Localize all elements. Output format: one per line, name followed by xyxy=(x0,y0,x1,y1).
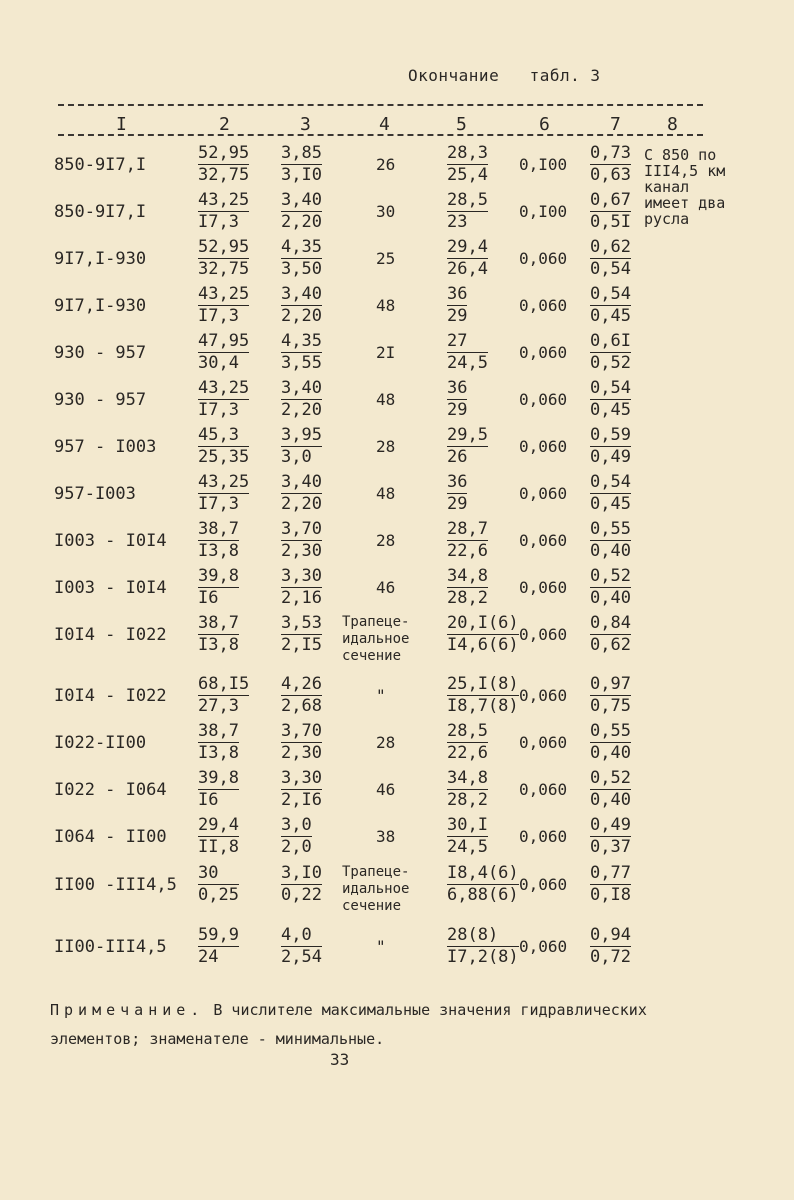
denominator: 3,0 xyxy=(281,447,312,467)
numerator: 0,54 xyxy=(590,472,631,492)
fraction-cell xyxy=(590,473,631,514)
numerator: 3,40 xyxy=(281,472,322,492)
denominator: 26,4 xyxy=(447,259,488,279)
fraction-cell xyxy=(198,567,239,608)
numerator: 0,59 xyxy=(590,425,631,445)
table-row xyxy=(0,926,794,972)
denominator: I7,3 xyxy=(198,494,239,514)
numerator: 3,40 xyxy=(281,378,322,398)
fraction-cell xyxy=(281,285,322,326)
numerator: 3,95 xyxy=(281,425,322,445)
denominator: 29 xyxy=(447,494,468,514)
numerator: 43,25 xyxy=(198,284,250,304)
denominator: I3,8 xyxy=(198,635,239,655)
segment-range-cell: 930 - 957 xyxy=(54,390,147,410)
denominator: 24 xyxy=(198,947,219,967)
column-8-note: С 850 по III4,5 км канал имеет два русла xyxy=(644,146,726,228)
column-6-cell: 0,060 xyxy=(519,733,568,752)
denominator: 28,2 xyxy=(447,790,488,810)
denominator: I3,8 xyxy=(198,743,239,763)
segment-range-cell: II00-III4,5 xyxy=(54,937,167,957)
header-col-1: I xyxy=(116,114,127,135)
numerator: 3,53 xyxy=(281,613,322,633)
denominator: 0,45 xyxy=(590,400,631,420)
fraction-cell xyxy=(198,520,239,561)
denominator: I7,3 xyxy=(198,212,239,232)
denominator: 2,54 xyxy=(281,947,322,967)
column-4-cell: 38 xyxy=(376,827,396,846)
fraction-cell xyxy=(281,926,322,967)
fraction-cell xyxy=(590,144,631,185)
table-row xyxy=(0,473,794,519)
denominator: 0,I8 xyxy=(590,885,631,905)
segment-range-cell: I0I4 - I022 xyxy=(54,625,167,645)
header-col-7: 7 xyxy=(610,114,621,135)
fraction-cell xyxy=(281,722,322,763)
numerator: 0,77 xyxy=(590,863,631,883)
numerator: 45,3 xyxy=(198,426,249,447)
fraction-cell xyxy=(590,816,631,857)
column-4-cell: 48 xyxy=(376,296,396,315)
numerator: 43,25 xyxy=(198,190,250,210)
column-6-cell: 0,060 xyxy=(519,827,568,846)
denominator: 0,40 xyxy=(590,743,631,763)
fraction-cell xyxy=(281,614,322,655)
fraction-cell xyxy=(447,191,488,232)
fraction-cell xyxy=(447,567,488,608)
denominator: 23 xyxy=(447,212,468,232)
numerator: 47,95 xyxy=(198,331,250,351)
footnote-text: В числителе максимальные значения гидравлических элементов; знаменателе - минимальные. xyxy=(50,1001,647,1048)
numerator: 36 xyxy=(447,284,468,304)
fraction-cell xyxy=(590,520,631,561)
column-4-cell: 46 xyxy=(376,780,396,799)
denominator: 2,I6 xyxy=(281,790,322,810)
fraction-cell xyxy=(590,285,631,326)
fraction-cell xyxy=(281,379,322,420)
fraction-cell xyxy=(198,675,249,716)
footnote-label: Примечание. xyxy=(50,1001,205,1019)
column-4-cell: 2I xyxy=(376,343,396,362)
numerator: 34,8 xyxy=(447,768,488,788)
denominator: 24,5 xyxy=(447,837,488,857)
numerator: 4,35 xyxy=(281,331,322,351)
numerator: 28(8) xyxy=(447,926,519,947)
numerator: 43,25 xyxy=(198,378,250,398)
fraction-cell xyxy=(198,238,249,279)
segment-range-cell: I022-II00 xyxy=(54,733,147,753)
denominator: 32,75 xyxy=(198,259,250,279)
fraction-cell xyxy=(590,379,631,420)
numerator: 28,7 xyxy=(447,519,488,539)
numerator: 30 xyxy=(198,864,239,885)
numerator: 25,I(8) xyxy=(447,674,519,694)
numerator: 0,52 xyxy=(590,768,631,788)
numerator: 3,30 xyxy=(281,566,322,586)
numerator: 27 xyxy=(447,332,488,353)
denominator: I7,3 xyxy=(198,400,239,420)
fraction-cell xyxy=(198,864,239,905)
fraction-cell xyxy=(447,816,488,857)
fraction-cell xyxy=(198,379,249,420)
numerator: 59,9 xyxy=(198,925,239,945)
column-4-cell: 28 xyxy=(376,437,396,456)
fraction-cell xyxy=(447,285,467,326)
fraction-cell xyxy=(281,769,322,810)
denominator: 0,40 xyxy=(590,790,631,810)
fraction-cell xyxy=(198,769,239,810)
column-4-cell: 28 xyxy=(376,733,396,752)
column-4-cell: " xyxy=(376,937,386,956)
denominator: 2,20 xyxy=(281,494,322,514)
denominator: 0,22 xyxy=(281,885,322,905)
fraction-cell xyxy=(281,567,322,608)
fraction-cell xyxy=(447,926,519,967)
header-col-8: 8 xyxy=(667,114,678,135)
segment-range-cell: I022 - I064 xyxy=(54,780,167,800)
numerator: 3,70 xyxy=(281,519,322,539)
denominator: 0,52 xyxy=(590,353,631,373)
numerator: 28,3 xyxy=(447,143,488,163)
segment-range-cell: 9I7,I-930 xyxy=(54,249,147,269)
fraction-cell xyxy=(281,238,322,279)
column-4-cell: 25 xyxy=(376,249,396,268)
numerator: 0,62 xyxy=(590,237,631,257)
column-4-cell: 28 xyxy=(376,531,396,550)
column-4-cell: 26 xyxy=(376,155,396,174)
denominator: I7,2(8) xyxy=(447,947,519,967)
column-6-cell: 0,060 xyxy=(519,686,568,705)
fraction-cell xyxy=(198,426,249,467)
denominator: I3,8 xyxy=(198,541,239,561)
column-6-cell: 0,060 xyxy=(519,531,568,550)
fraction-cell xyxy=(447,144,488,185)
column-6-cell: 0,060 xyxy=(519,296,568,315)
fraction-cell xyxy=(281,864,322,905)
numerator: 3,0 xyxy=(281,815,312,835)
denominator: I6 xyxy=(198,588,219,608)
column-4-cell: " xyxy=(376,686,386,705)
numerator: 36 xyxy=(447,472,468,492)
fraction-cell xyxy=(447,520,488,561)
fraction-cell xyxy=(590,769,631,810)
denominator: 6,88(6) xyxy=(447,885,519,905)
numerator: 3,I0 xyxy=(281,863,322,883)
denominator: 26 xyxy=(447,447,468,467)
fraction-cell xyxy=(447,238,488,279)
section-type-cell: Трапеце- идальное сечение xyxy=(342,614,410,664)
footnote xyxy=(50,996,740,1054)
header-col-4: 4 xyxy=(379,114,390,135)
segment-range-cell: I064 - II00 xyxy=(54,827,167,847)
denominator: 22,6 xyxy=(447,541,488,561)
denominator: 2,68 xyxy=(281,696,322,716)
denominator: 2,20 xyxy=(281,306,322,326)
fraction-cell xyxy=(281,191,322,232)
fraction-cell xyxy=(590,722,631,763)
column-4-cell: 48 xyxy=(376,390,396,409)
numerator: 0,55 xyxy=(590,519,631,539)
numerator: 3,40 xyxy=(281,190,322,210)
table-row xyxy=(0,426,794,472)
fraction-cell xyxy=(590,567,631,608)
numerator: 0,55 xyxy=(590,721,631,741)
table-row xyxy=(0,722,794,768)
numerator: 20,I(6) xyxy=(447,613,519,633)
fraction-cell xyxy=(447,614,519,655)
numerator: 36 xyxy=(447,378,468,398)
column-4-cell: 48 xyxy=(376,484,396,503)
fraction-cell xyxy=(447,426,488,467)
numerator: 29,5 xyxy=(447,425,488,445)
column-6-cell: 0,060 xyxy=(519,249,568,268)
table-row xyxy=(0,769,794,815)
denominator: 2,30 xyxy=(281,743,322,763)
denominator: 3,I0 xyxy=(281,165,322,185)
denominator: I4,6(6) xyxy=(447,635,519,655)
denominator: 25,4 xyxy=(447,165,488,185)
denominator: 0,45 xyxy=(590,494,631,514)
header-bottom-rule xyxy=(58,134,703,136)
denominator: 0,45 xyxy=(590,306,631,326)
segment-range-cell: I003 - I0I4 xyxy=(54,578,167,598)
numerator: 3,30 xyxy=(281,768,322,788)
fraction-cell xyxy=(198,473,249,514)
numerator: 34,8 xyxy=(447,566,488,586)
fraction-cell xyxy=(447,769,488,810)
table-top-rule xyxy=(58,104,703,106)
fraction-cell xyxy=(590,191,631,232)
segment-range-cell: I0I4 - I022 xyxy=(54,686,167,706)
denominator: 2,20 xyxy=(281,212,322,232)
numerator: 38,7 xyxy=(198,613,239,633)
denominator: 2,30 xyxy=(281,541,322,561)
denominator: I6 xyxy=(198,790,219,810)
fraction-cell xyxy=(281,520,322,561)
column-6-cell: 0,060 xyxy=(519,437,568,456)
numerator: 4,26 xyxy=(281,674,322,694)
numerator: 0,84 xyxy=(590,613,631,633)
column-6-cell: 0,060 xyxy=(519,343,568,362)
numerator: 0,97 xyxy=(590,674,631,694)
denominator: 29 xyxy=(447,306,468,326)
denominator: 2,0 xyxy=(281,837,312,857)
numerator: 68,I5 xyxy=(198,674,250,694)
denominator: 0,5I xyxy=(590,212,631,232)
numerator: 0,94 xyxy=(590,925,631,945)
numerator: 43,25 xyxy=(198,472,250,492)
numerator: 28,5 xyxy=(447,721,488,741)
fraction-cell xyxy=(198,332,249,373)
numerator: 0,54 xyxy=(590,284,631,304)
page-number: 33 xyxy=(330,1050,350,1069)
fraction-cell xyxy=(198,614,239,655)
fraction-cell xyxy=(590,864,631,905)
fraction-cell xyxy=(198,722,239,763)
segment-range-cell: II00 -III4,5 xyxy=(54,875,177,895)
numerator: 0,6I xyxy=(590,331,631,351)
table-row xyxy=(0,520,794,566)
column-6-cell: 0,060 xyxy=(519,578,568,597)
numerator: 28,5 xyxy=(447,190,488,210)
section-type-cell: Трапеце- идальное сечение xyxy=(342,864,410,914)
numerator: 3,85 xyxy=(281,143,322,163)
denominator: 2,20 xyxy=(281,400,322,420)
table-row xyxy=(0,379,794,425)
denominator: 0,40 xyxy=(590,541,631,561)
header-col-5: 5 xyxy=(456,114,467,135)
denominator: 30,4 xyxy=(198,353,239,373)
segment-range-cell: 957-I003 xyxy=(54,484,136,504)
fraction-cell xyxy=(198,926,239,967)
numerator: 0,67 xyxy=(590,190,631,210)
denominator: 0,25 xyxy=(198,885,239,905)
header-col-2: 2 xyxy=(219,114,230,135)
segment-range-cell: I003 - I0I4 xyxy=(54,531,167,551)
numerator: 3,40 xyxy=(281,284,322,304)
table-caption: Окончание табл. 3 xyxy=(408,66,601,85)
numerator: 29,4 xyxy=(447,237,488,257)
numerator: 39,8 xyxy=(198,566,239,586)
numerator: 38,7 xyxy=(198,519,239,539)
numerator: 52,95 xyxy=(198,143,250,163)
fraction-cell xyxy=(281,675,322,716)
denominator: 2,I5 xyxy=(281,635,322,655)
denominator: 0,75 xyxy=(590,696,631,716)
denominator: I8,7(8) xyxy=(447,696,519,716)
denominator: 0,63 xyxy=(590,165,631,185)
fraction-cell xyxy=(281,816,312,857)
table-row xyxy=(0,567,794,613)
column-6-cell: 0,I00 xyxy=(519,202,568,221)
denominator: I7,3 xyxy=(198,306,239,326)
fraction-cell xyxy=(590,426,631,467)
numerator: 0,49 xyxy=(590,815,631,835)
numerator: 29,4 xyxy=(198,815,239,835)
segment-range-cell: 850-9I7,I xyxy=(54,202,147,222)
fraction-cell xyxy=(281,426,322,467)
numerator: 52,95 xyxy=(198,237,250,257)
fraction-cell xyxy=(590,614,631,655)
fraction-cell xyxy=(447,379,467,420)
table-row xyxy=(0,238,794,284)
table-row xyxy=(0,285,794,331)
fraction-cell xyxy=(447,473,467,514)
table-row xyxy=(0,816,794,862)
column-6-cell: 0,I00 xyxy=(519,155,568,174)
numerator: 0,73 xyxy=(590,143,631,163)
denominator: 0,49 xyxy=(590,447,631,467)
denominator: 0,54 xyxy=(590,259,631,279)
denominator: 24,5 xyxy=(447,353,488,373)
numerator: 0,52 xyxy=(590,566,631,586)
table-row xyxy=(0,613,794,664)
fraction-cell xyxy=(590,238,631,279)
numerator: 4,35 xyxy=(281,237,322,257)
denominator: 28,2 xyxy=(447,588,488,608)
fraction-cell xyxy=(447,722,488,763)
denominator: 2,16 xyxy=(281,588,322,608)
fraction-cell xyxy=(447,332,488,373)
denominator: 22,6 xyxy=(447,743,488,763)
fraction-cell xyxy=(281,144,322,185)
column-6-cell: 0,060 xyxy=(519,780,568,799)
segment-range-cell: 850-9I7,I xyxy=(54,155,147,175)
segment-range-cell: 9I7,I-930 xyxy=(54,296,147,316)
denominator: 0,72 xyxy=(590,947,631,967)
numerator: 0,54 xyxy=(590,378,631,398)
fraction-cell xyxy=(198,191,249,232)
fraction-cell xyxy=(198,816,239,857)
header-col-6: 6 xyxy=(539,114,550,135)
numerator: 38,7 xyxy=(198,721,239,741)
numerator: 30,I xyxy=(447,815,488,835)
fraction-cell xyxy=(281,332,322,373)
fraction-cell xyxy=(281,473,322,514)
segment-range-cell: 930 - 957 xyxy=(54,343,147,363)
fraction-cell xyxy=(198,285,249,326)
segment-range-cell: 957 - I003 xyxy=(54,437,157,457)
header-col-3: 3 xyxy=(300,114,311,135)
denominator: II,8 xyxy=(198,837,239,857)
denominator: 32,75 xyxy=(198,165,250,185)
denominator: 27,3 xyxy=(198,696,239,716)
column-6-cell: 0,060 xyxy=(519,484,568,503)
denominator: 0,40 xyxy=(590,588,631,608)
column-6-cell: 0,060 xyxy=(519,390,568,409)
numerator: 3,70 xyxy=(281,721,322,741)
table-row xyxy=(0,675,794,721)
fraction-cell xyxy=(590,926,631,967)
fraction-cell xyxy=(590,675,631,716)
denominator: 3,55 xyxy=(281,353,322,373)
column-4-cell: 30 xyxy=(376,202,396,221)
fraction-cell xyxy=(198,144,249,185)
column-6-cell: 0,060 xyxy=(519,875,568,894)
numerator: 4,0 xyxy=(281,926,322,947)
numerator: 39,8 xyxy=(198,768,239,788)
denominator: 29 xyxy=(447,400,468,420)
denominator: 25,35 xyxy=(198,447,250,467)
fraction-cell xyxy=(447,675,519,716)
numerator: I8,4(6) xyxy=(447,863,519,883)
column-6-cell: 0,060 xyxy=(519,625,568,644)
denominator: 0,37 xyxy=(590,837,631,857)
column-4-cell: 46 xyxy=(376,578,396,597)
column-6-cell: 0,060 xyxy=(519,937,568,956)
fraction-cell xyxy=(590,332,631,373)
denominator: 3,50 xyxy=(281,259,322,279)
table-row xyxy=(0,332,794,378)
fraction-cell xyxy=(447,864,519,905)
table-row xyxy=(0,863,794,914)
denominator: 0,62 xyxy=(590,635,631,655)
